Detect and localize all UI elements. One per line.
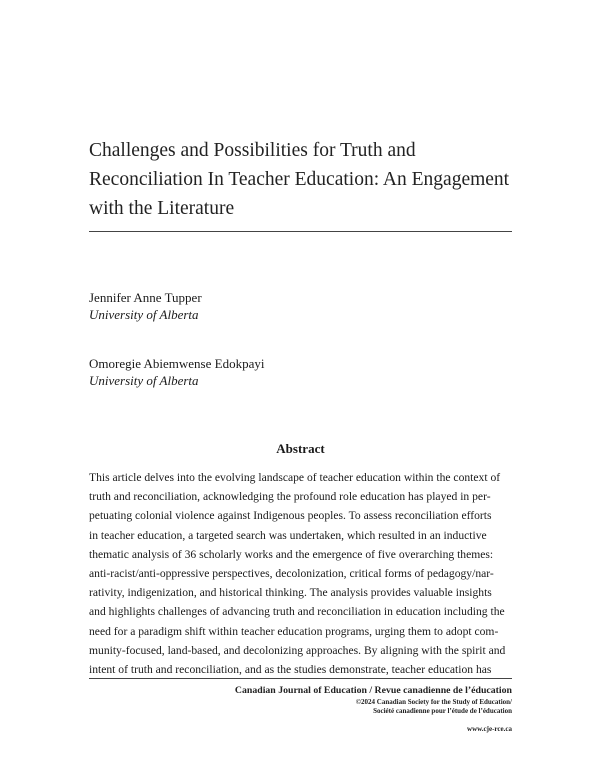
abstract-line: This article delves into the evolving landscape of teacher education within the context of <box>89 471 501 484</box>
abstract-line: truth and reconciliation, acknowledging the profound role education has played in per- <box>89 490 491 504</box>
society-name: Société canadienne pour l’étude de l’éducation <box>373 707 512 715</box>
title-line: with the Literature <box>89 198 235 219</box>
author-block <box>89 355 264 389</box>
copyright-notice: ©2024 Canadian Society for the Study of Education/ <box>355 698 512 706</box>
abstract-line: in teacher education, a targeted search was undertaken, which resulted in an inductive <box>89 528 487 542</box>
title-line: Challenges and Possibilities for Truth and <box>89 140 416 161</box>
abstract-line: petuating colonial violence against Indigenous peoples. To assess reconciliation efforts <box>89 509 492 523</box>
abstract-heading: Abstract <box>276 441 325 456</box>
abstract-line: need for a paradigm shift within teacher education programs, urging them to adopt com- <box>89 624 499 638</box>
abstract-line: munity-focused, land-based, and decolonizing approaches. By aligning with the spirit and <box>89 643 506 657</box>
journal-name: Canadian Journal of Education / Revue canadienne de l’éducation <box>234 685 512 696</box>
abstract-line: anti-racist/anti-oppressive perspectives, decolonization, critical forms of pedagogy/nar- <box>89 567 494 581</box>
abstract-line: and highlights challenges of advancing truth and reconciliation in education including the <box>89 605 505 619</box>
journal-url[interactable]: www.cje-rce.ca <box>467 725 512 733</box>
author-name: Omoregie Abiemwense Edokpayi <box>89 356 265 371</box>
title-line: Reconciliation In Teacher Education: An Engagement <box>89 169 510 190</box>
author-affiliation: University of Alberta <box>89 373 199 388</box>
abstract-body <box>89 468 512 679</box>
author-block <box>89 289 202 323</box>
article-title <box>89 136 519 223</box>
abstract-line: rativity, indigenization, and historical thinking. The analysis provides valuable insights <box>89 586 492 600</box>
author-affiliation: University of Alberta <box>89 307 199 322</box>
title-divider <box>89 231 512 232</box>
footer-divider <box>89 678 512 679</box>
abstract-line: intent of truth and reconciliation, and as the studies demonstrate, teacher education has <box>89 663 492 677</box>
author-name: Jennifer Anne Tupper <box>89 290 202 305</box>
abstract-line: thematic analysis of 36 scholarly works and the emergence of five overarching themes: <box>89 547 494 561</box>
journal-footer <box>235 684 512 734</box>
